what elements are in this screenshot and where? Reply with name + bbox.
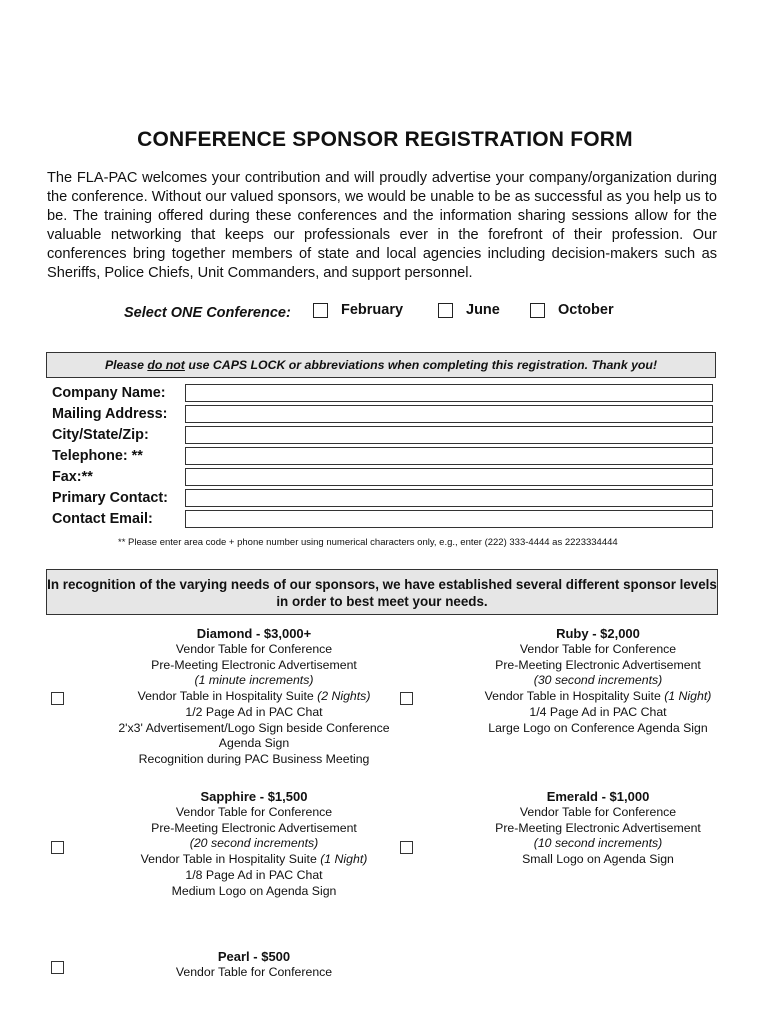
emerald-checkbox[interactable] — [400, 841, 413, 854]
ruby-line — [438, 689, 758, 705]
ruby-line: Pre-Meeting Electronic Advertisement — [495, 657, 701, 672]
february-checkbox[interactable] — [313, 303, 328, 318]
diamond-checkbox[interactable] — [51, 692, 64, 705]
sapphire-line: Medium Logo on Agenda Sign — [171, 883, 337, 898]
diamond-line — [88, 689, 420, 705]
conference-option-june[interactable] — [438, 302, 500, 318]
ruby-line: (30 second increments) — [533, 673, 663, 688]
ruby-title: Ruby - $2,000 — [556, 626, 640, 641]
diamond-title: Diamond - $3,000+ — [196, 626, 312, 641]
october-checkbox[interactable] — [530, 303, 545, 318]
caps-lock-notice — [46, 352, 716, 378]
diamond-line: Vendor Table for Conference — [175, 642, 333, 656]
emerald-title: Emerald - $1,000 — [546, 789, 650, 804]
conference-select-label: Select ONE Conference: — [124, 305, 291, 321]
field-row-city — [52, 426, 717, 447]
diamond-line: Pre-Meeting Electronic Advertisement — [151, 657, 357, 672]
field-row-telephone — [52, 447, 717, 468]
form-title: CONFERENCE SPONSOR REGISTRATION FORM — [137, 128, 633, 151]
field-row-address — [52, 405, 717, 426]
pearl-title: Pearl - $500 — [217, 949, 291, 964]
field-row-company — [52, 384, 717, 405]
notice-text-underlined: do not — [147, 358, 185, 372]
diamond-line-italic: (2 Nights) — [317, 689, 371, 704]
ruby-line: Vendor Table for Conference — [519, 642, 677, 656]
diamond-line: (1 minute increments) — [194, 673, 314, 688]
sapphire-line: (20 second increments) — [189, 836, 319, 851]
intro-paragraph: The FLA-PAC welcomes your contribution and will proudly advertise your company/organization during the conference. Without our valued sponsors, we would be unable to be as successful as you help us to be. The training offered during these conferences and the information sharing sessions allow for the valuable networking that keeps our professionals ever in the forefront of their profession. Our conferences bring together members of state and local agencies including decision-makers such as Sheriffs, Police Chiefs, Unit Commanders, and support personnel. — [47, 170, 717, 281]
contact-fields — [52, 384, 717, 531]
field-row-email — [52, 510, 717, 531]
ruby-line-italic: (1 Night) — [664, 689, 712, 704]
emerald-line: Pre-Meeting Electronic Advertisement — [495, 820, 701, 835]
fax-label: Fax:** — [52, 469, 93, 485]
fax-input[interactable] — [185, 468, 713, 486]
ruby-line: 1/4 Page Ad in PAC Chat — [529, 704, 667, 719]
sapphire-line: 1/8 Page Ad in PAC Chat — [185, 867, 323, 882]
sponsor-pearl — [88, 949, 420, 981]
sponsor-emerald — [438, 789, 758, 868]
primary-contact-label: Primary Contact: — [52, 490, 168, 506]
sapphire-line: Pre-Meeting Electronic Advertisement — [151, 820, 357, 835]
emerald-line: Small Logo on Agenda Sign — [522, 852, 674, 867]
sapphire-line — [88, 852, 420, 868]
pearl-checkbox[interactable] — [51, 961, 64, 974]
sapphire-title: Sapphire - $1,500 — [200, 789, 308, 804]
sponsor-ruby — [438, 626, 758, 736]
field-row-fax — [52, 468, 717, 489]
sapphire-checkbox[interactable] — [51, 841, 64, 854]
emerald-line: Vendor Table for Conference — [519, 805, 677, 819]
diamond-line-text: Vendor Table in Hospitality Suite — [137, 689, 318, 704]
conference-option-october[interactable] — [530, 302, 614, 318]
sapphire-line: Vendor Table for Conference — [175, 805, 333, 819]
diamond-line: 2'x3' Advertisement/Logo Sign beside Conference — [118, 720, 390, 735]
june-checkbox[interactable] — [438, 303, 453, 318]
october-label: October — [558, 302, 614, 318]
conference-select-row — [0, 302, 770, 324]
february-label: February — [341, 302, 404, 318]
ruby-checkbox[interactable] — [400, 692, 413, 705]
contact-email-input[interactable] — [185, 510, 713, 528]
diamond-line: Recognition during PAC Business Meeting — [138, 751, 370, 766]
conference-option-february[interactable] — [313, 302, 403, 318]
field-row-primary-contact — [52, 489, 717, 510]
company-name-label: Company Name: — [52, 385, 166, 401]
telephone-input[interactable] — [185, 447, 713, 465]
phone-format-note: ** Please enter area code + phone number using numerical characters only, e.g., enter (222) 333-4444 as 2223334444 — [118, 537, 618, 548]
pearl-line: Vendor Table for Conference — [175, 965, 333, 979]
notice-text-start: Please — [104, 358, 148, 372]
city-state-zip-input[interactable] — [185, 426, 713, 444]
city-state-zip-label: City/State/Zip: — [52, 427, 149, 443]
ruby-line-text: Vendor Table in Hospitality Suite — [484, 689, 665, 704]
sapphire-line-italic: (1 Night) — [320, 852, 368, 867]
june-label: June — [466, 302, 500, 318]
sponsor-levels-banner: In recognition of the varying needs of our sponsors, we have established several different sponsor levels in order to best meet your needs. — [46, 569, 718, 615]
diamond-line: 1/2 Page Ad in PAC Chat — [185, 704, 323, 719]
sapphire-line-text: Vendor Table in Hospitality Suite — [140, 852, 321, 867]
notice-text-end: use CAPS LOCK or abbreviations when completing this registration. Thank you! — [184, 358, 658, 372]
diamond-line: Agenda Sign — [218, 736, 290, 751]
ruby-line: Large Logo on Conference Agenda Sign — [488, 720, 708, 735]
emerald-line: (10 second increments) — [533, 836, 663, 851]
sponsor-sapphire — [88, 789, 420, 899]
mailing-address-input[interactable] — [185, 405, 713, 423]
company-name-input[interactable] — [185, 384, 713, 402]
sponsor-diamond — [88, 626, 420, 768]
mailing-address-label: Mailing Address: — [52, 406, 168, 422]
contact-email-label: Contact Email: — [52, 511, 153, 527]
primary-contact-input[interactable] — [185, 489, 713, 507]
telephone-label: Telephone: ** — [52, 448, 143, 464]
